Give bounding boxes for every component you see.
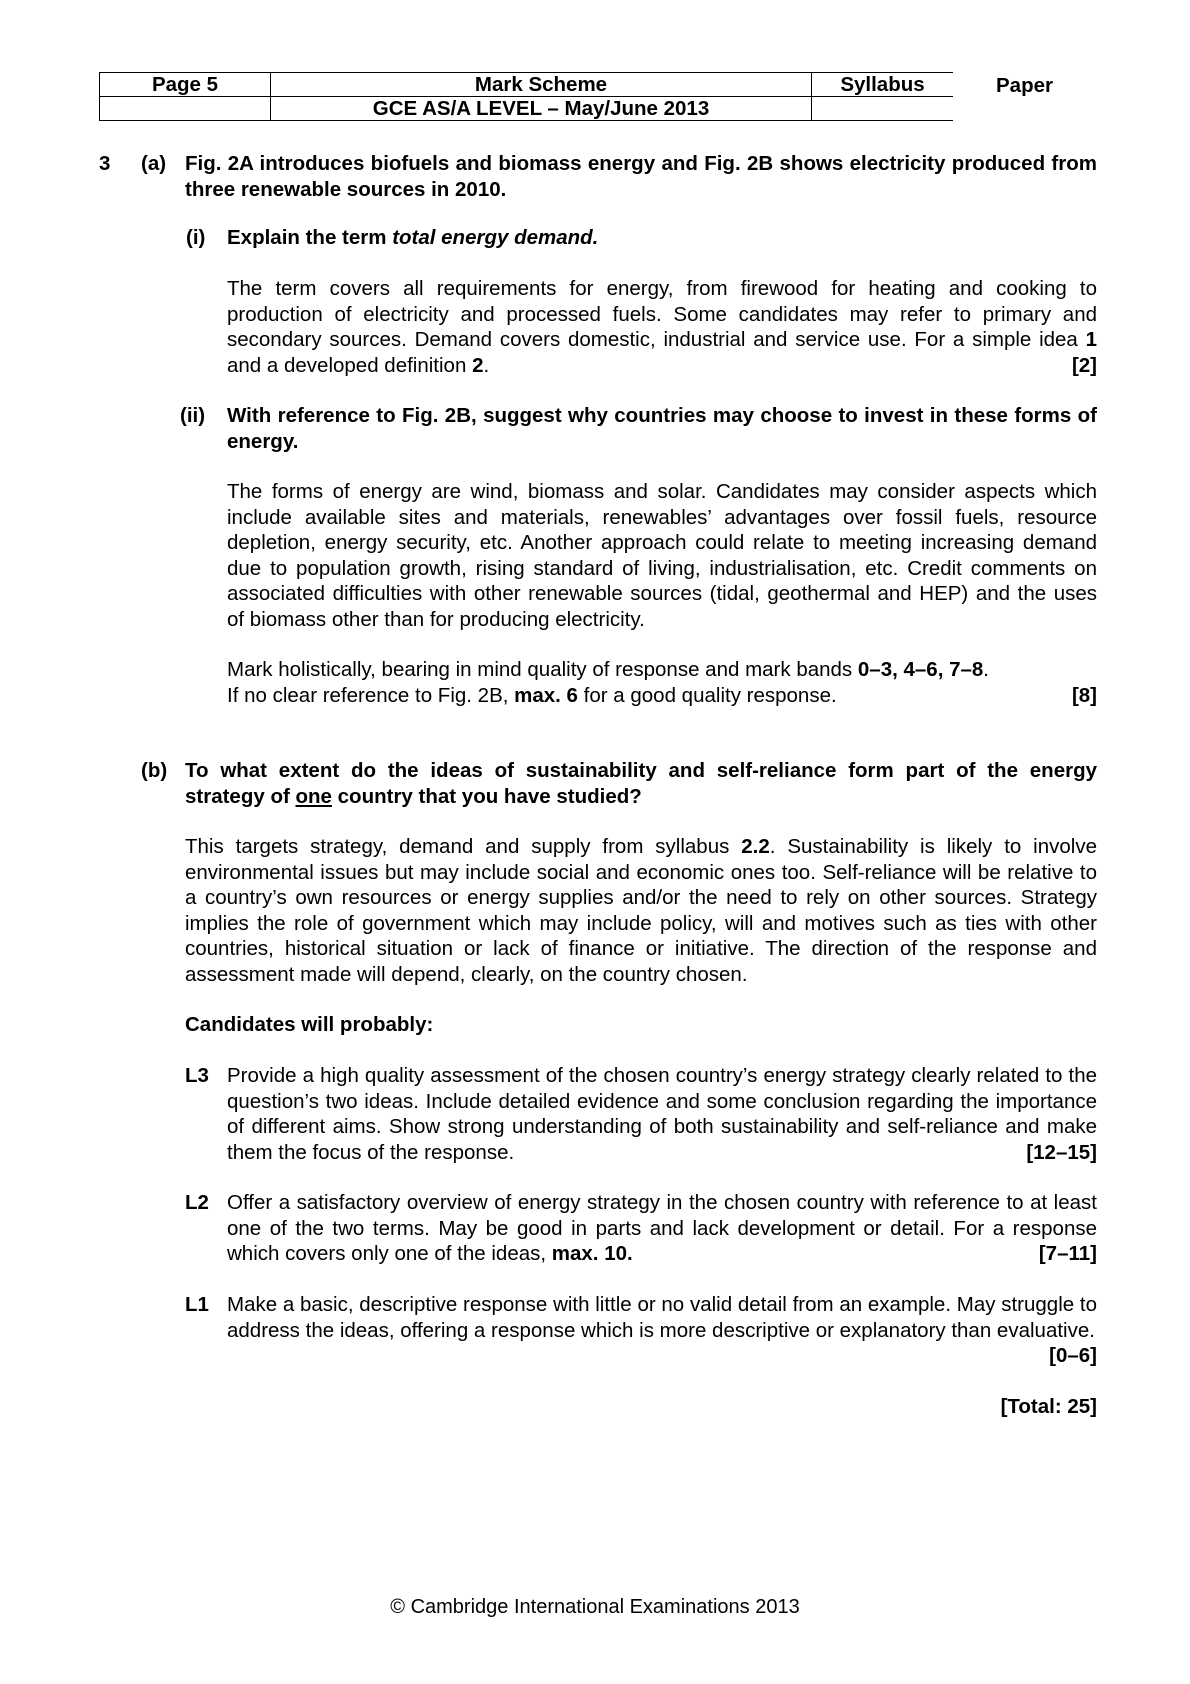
- level-3-label: L3: [185, 1064, 209, 1087]
- level-2-label: L2: [185, 1191, 209, 1214]
- part-a-i-answer: [227, 276, 1097, 378]
- marks-a-ii: [8]: [1071, 683, 1097, 707]
- page-number: Page 5: [100, 73, 271, 97]
- exam-session: GCE AS/A LEVEL – May/June 2013: [271, 97, 812, 121]
- marking-text: Mark holistically, bearing in mind quality of response and mark bands: [227, 658, 858, 681]
- part-b-answer: [185, 834, 1097, 987]
- syllabus-ref: 2.2: [741, 835, 770, 858]
- reference-end: for a good quality response.: [577, 683, 837, 707]
- answer-text-mid: and a developed definition: [227, 353, 473, 377]
- header-empty-cell: [100, 97, 271, 121]
- prompt-term: total energy demand.: [392, 226, 599, 249]
- level-3-marks: [12–15]: [1026, 1140, 1097, 1164]
- part-b-prompt: [185, 758, 1097, 809]
- level-text: Offer a satisfactory overview of energy strategy in the chosen country with reference to at least one of the two terms. May be good in parts and lack development or detail. For a response which covers only one of the ideas,: [227, 1191, 1097, 1265]
- part-a-label: (a): [141, 152, 167, 175]
- answer-text: The term covers all requirements for energy, from firewood for heating and cooking to production of electricity and processed fuels. Some candidates may refer to primary and secondary sources. Demand covers domestic, industrial and service use. For a simple idea: [227, 277, 1097, 351]
- paper-label: Paper: [996, 74, 1053, 97]
- level-1-marks: [0–6]: [1049, 1344, 1097, 1367]
- marks-a-i: [2]: [1071, 353, 1097, 377]
- answer-bold-1: 1: [1085, 328, 1097, 351]
- part-a-i-prompt: [227, 225, 1097, 251]
- level-2-descriptor: [227, 1190, 1097, 1267]
- answer-text: This targets strategy, demand and supply from syllabus: [185, 835, 742, 858]
- part-a-ii-answer: The forms of energy are wind, biomass and solar. Candidates may consider aspects which include available sites and materials, renewables’ advantages over fossil fuels, resource depletion, energy security, etc. Another approach could relate to meeting increasing demand due to population growth, rising standard of living, industrialisation, etc. Credit comments on associated difficulties with other renewable sources (tidal, geothermal and HEP) and the uses of biomass other than for producing electricity.: [227, 480, 1097, 631]
- prompt-text: To what extent do the ideas of sustainability and self-reliance form part of the energy strategy of: [185, 759, 1097, 808]
- part-a-ii-label: (ii): [180, 404, 206, 427]
- footer-copyright: © Cambridge International Examinations 2013: [390, 1596, 800, 1618]
- prompt-text: Explain the term: [227, 226, 393, 249]
- level-2-marks: [7–11]: [1038, 1242, 1097, 1265]
- part-b-label: (b): [141, 759, 168, 782]
- header-table: [99, 72, 953, 121]
- part-a-ii-marking: [227, 657, 1097, 708]
- level-text: Make a basic, descriptive response with little or no valid detail from an example. May struggle to address the ideas, offering a response which is more descriptive or explanatory than evaluative.: [227, 1293, 1097, 1342]
- answer-bold-2: 2: [472, 353, 484, 377]
- level-2-max: max. 10.: [551, 1242, 633, 1265]
- answer-text-end: .: [483, 353, 490, 377]
- marking-line-1: [227, 657, 1097, 683]
- level-1-label: L1: [185, 1293, 209, 1316]
- prompt-underlined: one: [295, 784, 332, 808]
- reference-text: If no clear reference to Fig. 2B,: [227, 683, 515, 707]
- part-a-i-label: (i): [186, 226, 206, 249]
- mark-bands: 0–3, 4–6, 7–8: [857, 658, 984, 681]
- part-a-ii-prompt: With reference to Fig. 2B, suggest why countries may choose to invest in these forms of energy.: [227, 404, 1097, 453]
- part-a-stem: Fig. 2A introduces biofuels and biomass energy and Fig. 2B shows electricity produced from three renewable sources in 2010.: [185, 152, 1097, 201]
- document-type: Mark Scheme: [271, 73, 812, 97]
- candidates-heading: Candidates will probably:: [185, 1013, 434, 1036]
- question-number: 3: [99, 152, 111, 175]
- answer-rest: . Sustainability is likely to involve environmental issues but may include social and economic ones too. Self-reliance will be relative to a country’s own resources or energy supplies and/or the need to rely on other sources. Strategy implies the role of government which may include policy, will and motives such as ties with other countries, historical situation or lack of finance or initiative. The direction of the response and assessment made will depend, clearly, on the country chosen.: [185, 835, 1097, 986]
- level-text: Provide a high quality assessment of the chosen country’s energy strategy clearly related to the question’s two ideas. Include detailed evidence and some conclusion regarding the importance of different aims. Show strong understanding of both sustainability and self-reliance and make them the focus of the response.: [227, 1064, 1097, 1164]
- syllabus-value-cell: [812, 97, 954, 121]
- marking-line-2: [227, 683, 1097, 709]
- syllabus-label: Syllabus: [812, 73, 954, 97]
- reference-max: max. 6: [514, 683, 578, 707]
- total-marks: [Total: 25]: [1000, 1395, 1097, 1418]
- marking-end: .: [983, 658, 989, 681]
- prompt-end: country that you have studied?: [331, 784, 642, 808]
- level-3-descriptor: [227, 1063, 1097, 1165]
- level-1-descriptor: [227, 1292, 1097, 1369]
